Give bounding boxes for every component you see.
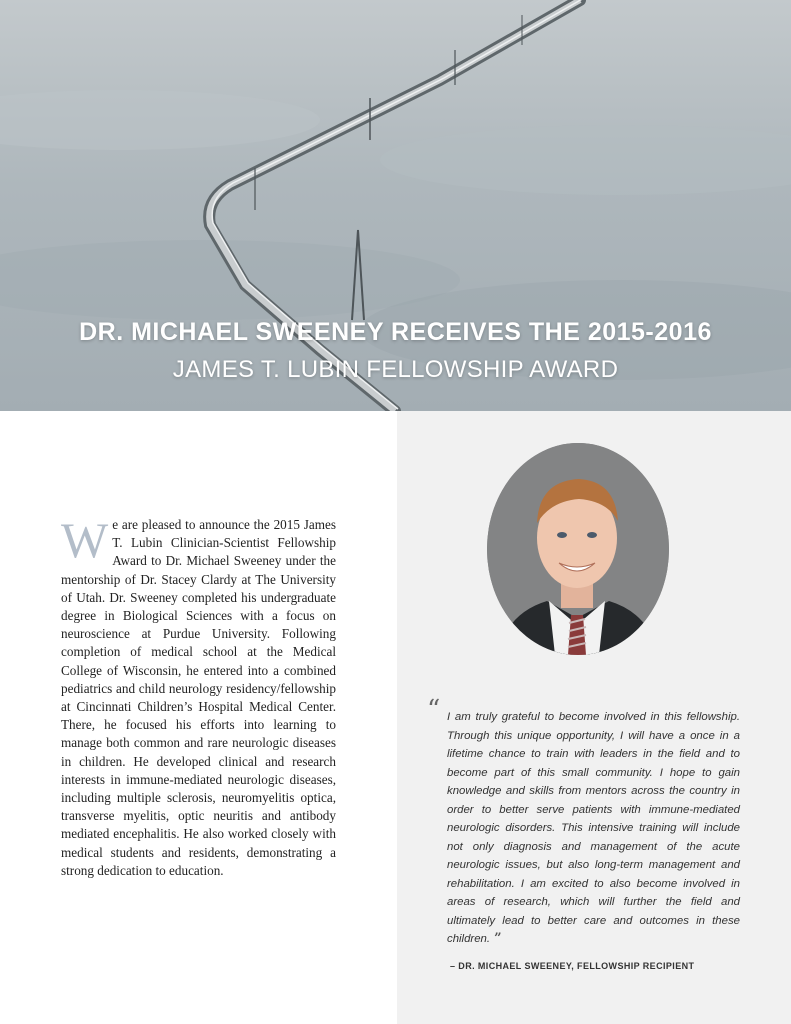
quote-text: I am truly grateful to become involved in this fellowship. Through this unique opportunity, I will have a once in a lifetime chance to train with leaders in the field and to become part of this small community. I hope to gain knowledge and skills from mentors across the country in order to better serve patients with immune-mediated neurologic disorders. This intensive training will include not only diagnosis and management of the acute neurologic issues, but also long-term management and rehabilitation. I am excited to also become involved in areas of research, which will further the field and ultimately lead to better care and outcomes in these children. — [447, 711, 740, 945]
portrait-photo — [487, 443, 669, 655]
close-quote-icon: ” — [494, 931, 502, 946]
open-quote-icon: “ — [427, 695, 441, 725]
bridge-photo — [0, 0, 791, 411]
article-text: e are pleased to announce the 2015 James T. Lubin Clinician-Scientist Fellowship Award to Dr. Michael Sweeney under the mentorship of Dr. Stacey Clardy at The University of Utah. Dr. Sweeney completed his undergraduate degree in Biological Sciences with a focus on neuroscience at Purdue University. Following completion of medical school at the Medical College of Wisconsin, he entered into a combined pediatrics and child neurology residency/fellowship at Cincinnati Children’s Hospital Medical Center. There, he focused his efforts into learning to manage both common and rare neurologic diseases in children. He developed clinical and research interests in immune-mediated neurologic diseases, including multiple sclerosis, neuromyelitis optica, transverse myelitis, optic neuritis and antibody mediated encephalitis. He also worked closely with medical students and residents, demonstrating a strong dedication to education. — [61, 517, 336, 878]
pull-quote — [447, 708, 740, 949]
person-portrait-icon — [487, 443, 669, 655]
article-body — [61, 512, 336, 880]
hero-banner — [0, 0, 791, 411]
quote-attribution: – DR. MICHAEL SWEENEY, FELLOWSHIP RECIPIENT — [450, 961, 695, 971]
page-title-line2: JAMES T. LUBIN FELLOWSHIP AWARD — [172, 356, 619, 383]
dropcap-letter: W — [61, 512, 109, 568]
page-title-line1: DR. MICHAEL SWEENEY RECEIVES THE 2015-2016 — [79, 318, 712, 346]
